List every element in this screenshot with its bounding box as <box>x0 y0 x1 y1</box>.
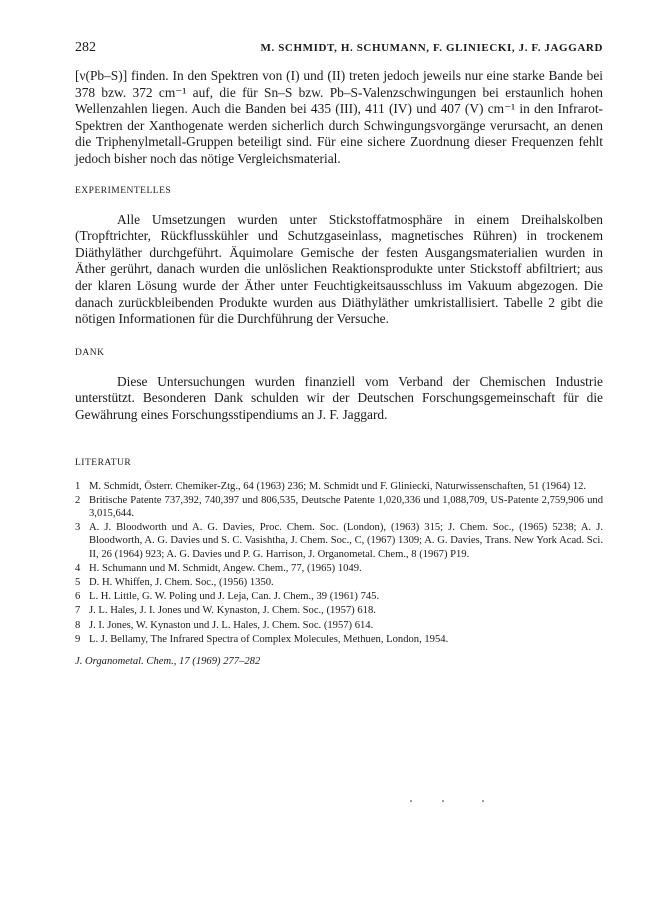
running-head-authors: M. SCHMIDT, H. SCHUMANN, F. GLINIECKI, J. F. JAGGARD <box>260 42 603 54</box>
reference-item <box>75 619 603 632</box>
scan-dust-marks <box>410 800 490 806</box>
intro-paragraph: [ν(Pb–S)] finden. In den Spektren von (I) und (II) treten jedoch jeweils nur eine starke Bande bei 378 bzw. 372 cm⁻¹ auf, die für Sn–S bzw. Pb–S-Valenzschwingungen bei erstaunlich hohen Wellenzahlen liegen. Auch die Banden bei 435 (III), 411 (IV) und 407 (V) cm⁻¹ in den Infrarot-Spektren der Xanthogenate werden sicherlich durch Schwingungsvorgänge verursacht, an denen die Triphenylmetall-Gruppen beteiligt sind. Für eine sichere Zuordnung dieser Frequenzen fehlt jedoch bisher noch das nötige Vergleichsmaterial. <box>75 68 603 166</box>
experimental-heading: EXPERIMENTELLES <box>75 185 172 196</box>
reference-item <box>75 494 603 520</box>
reference-item <box>75 633 603 646</box>
reference-text: J. L. Hales, J. I. Jones und W. Kynaston, J. Chem. Soc., (1957) 618. <box>89 605 376 617</box>
reference-number: 2 <box>75 494 81 506</box>
experimental-paragraph: Alle Umsetzungen wurden unter Stickstoffatmosphäre in einem Dreihalskolben (Tropftrichter, Rückflusskühler und Schutzgaseinlass, magnetisches Rühren) in trockenem Diäthyläther durchgeführt. Äquimolare Gemische der festen Ausgangsmaterialien wurden in Äther gerührt, danach wurden die unlöslichen Reaktionsprodukte unter Stickstoff abfiltriert; aus der klaren Lösung wurde der Äther unter Feuchtigkeitsausschluss im Vakuum abgezogen. Die danach zurückbleibenden Produkte wurden aus Diäthyläther umkristallisiert. Tabelle 2 gibt die nötigen Informationen für die Durchführung der Versuche. <box>75 211 603 327</box>
reference-text: J. I. Jones, W. Kynaston und J. L. Hales, J. Chem. Soc. (1957) 614. <box>89 619 374 631</box>
reference-item <box>75 521 603 561</box>
reference-number: 7 <box>75 605 81 617</box>
reference-item <box>75 604 603 617</box>
journal-page <box>75 40 603 667</box>
reference-number: 6 <box>75 591 81 603</box>
reference-item <box>75 590 603 603</box>
reference-number: 3 <box>75 522 81 534</box>
reference-item <box>75 562 603 575</box>
acknowledgement-heading: DANK <box>75 347 105 358</box>
reference-text: Britische Patente 737,392, 740,397 und 806,535, Deutsche Patente 1,020,336 und 1,088,709, US-Patente 2,759,906 und 3,015,644. <box>89 494 603 519</box>
reference-text: D. H. Whiffen, J. Chem. Soc., (1956) 1350. <box>89 576 274 588</box>
reference-number: 8 <box>75 619 81 631</box>
literature-heading: LITERATUR <box>75 457 132 468</box>
journal-citation-footer: J. Organometal. Chem., 17 (1969) 277–282 <box>75 655 261 667</box>
reference-number: 4 <box>75 562 81 574</box>
acknowledgement-paragraph: Diese Untersuchungen wurden finanziell vom Verband der Chemischen Industrie unterstützt. Besonderen Dank schulden wir der Deutschen Forschungsgemeinschaft für die Gewährung eines Forschungsstipendiums an J. F. Jaggard. <box>75 373 603 422</box>
reference-text: M. Schmidt, Österr. Chemiker-Ztg., 64 (1963) 236; M. Schmidt und F. Gliniecki, Naturwissenschaften, 51 (1964) 12. <box>89 480 587 492</box>
reference-text: H. Schumann und M. Schmidt, Angew. Chem., 77, (1965) 1049. <box>89 562 362 574</box>
reference-list <box>75 480 603 646</box>
reference-text: L. J. Bellamy, The Infrared Spectra of Complex Molecules, Methuen, London, 1954. <box>89 633 449 645</box>
reference-item <box>75 480 603 493</box>
reference-text: A. J. Bloodworth und A. G. Davies, Proc. Chem. Soc. (London), (1963) 315; J. Chem. Soc., (1965) 5238; A. J. Bloodworth, A. G. Davies und S. C. Vasishtha, J. Chem. Soc., C, (1967) 1309; A. G. Davies, Trans. New York Acad. Sci. II, 26 (1964) 923; A. G. Davies und P. G. Harrison, J. Organometal. Chem., 8 (1967) P19. <box>89 522 603 560</box>
page-number: 282 <box>75 40 96 55</box>
reference-text: L. H. Little, G. W. Poling und J. Leja, Can. J. Chem., 39 (1961) 745. <box>89 591 380 603</box>
reference-item <box>75 576 603 589</box>
running-head <box>75 40 603 62</box>
reference-number: 9 <box>75 633 81 645</box>
reference-number: 1 <box>75 480 81 492</box>
reference-number: 5 <box>75 576 81 588</box>
